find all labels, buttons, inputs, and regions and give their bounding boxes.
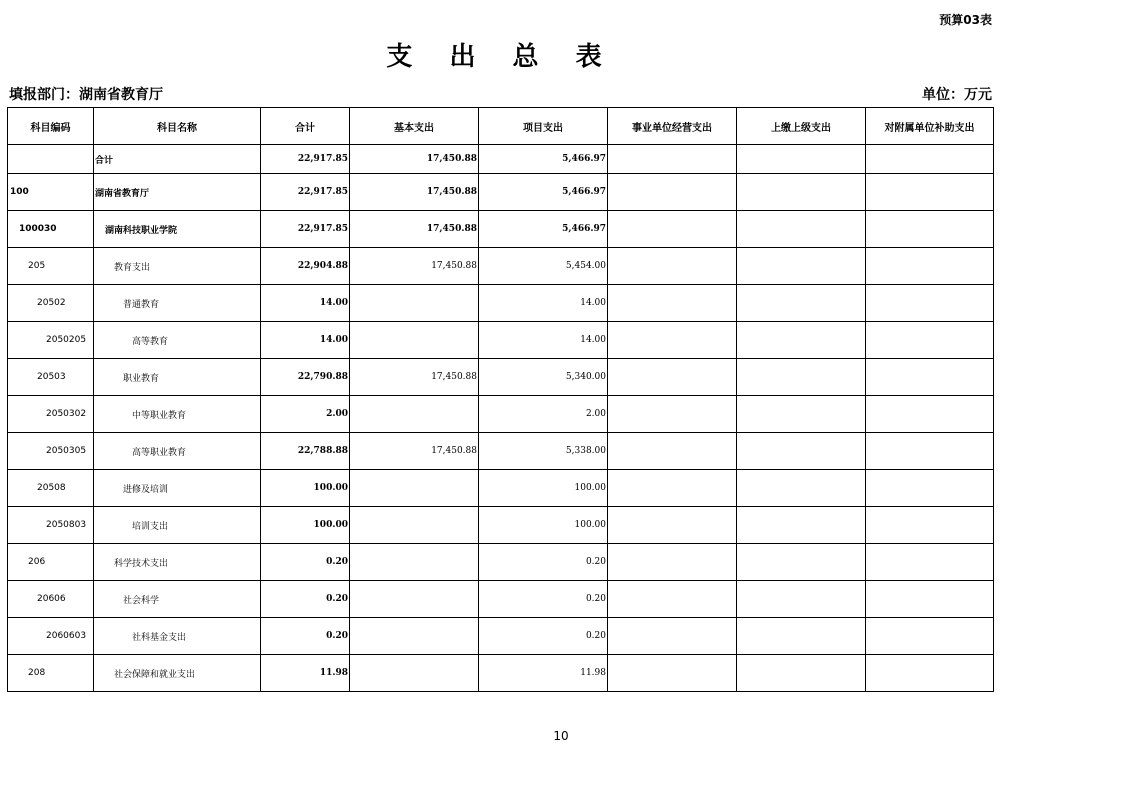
cell-project: 11.98 — [479, 655, 608, 692]
cell-basic: 17,450.88 — [350, 211, 479, 248]
cell-total: 0.20 — [261, 618, 350, 655]
cell-code: 20503 — [8, 359, 94, 396]
table-row — [8, 655, 994, 692]
table-row — [8, 211, 994, 248]
cell-code: 100 — [8, 174, 94, 211]
cell-name: 进修及培训 — [94, 470, 261, 507]
form-number: 预算03表 — [939, 13, 992, 27]
cell-total: 11.98 — [261, 655, 350, 692]
cell-total: 100.00 — [261, 470, 350, 507]
cell-upper — [737, 470, 866, 507]
table-row — [8, 285, 994, 322]
table-row — [8, 396, 994, 433]
cell-total: 22,904.88 — [261, 248, 350, 285]
cell-code: 2050305 — [8, 433, 94, 470]
cell-upper — [737, 655, 866, 692]
cell-code: 2050803 — [8, 507, 94, 544]
cell-basic: 17,450.88 — [350, 359, 479, 396]
table-row — [8, 581, 994, 618]
cell-upper — [737, 211, 866, 248]
cell-project: 100.00 — [479, 470, 608, 507]
cell-project: 5,454.00 — [479, 248, 608, 285]
cell-business — [608, 396, 737, 433]
cell-subsidy — [866, 544, 994, 581]
cell-project: 100.00 — [479, 507, 608, 544]
cell-business — [608, 544, 737, 581]
header-total: 合计 — [261, 108, 350, 145]
cell-total: 0.20 — [261, 581, 350, 618]
cell-basic: 17,450.88 — [350, 145, 479, 174]
cell-subsidy — [866, 618, 994, 655]
cell-code — [8, 145, 94, 174]
cell-project: 14.00 — [479, 322, 608, 359]
cell-total: 22,790.88 — [261, 359, 350, 396]
cell-subsidy — [866, 433, 994, 470]
cell-name: 科学技术支出 — [94, 544, 261, 581]
reporting-department: 填报部门：湖南省教育厅 — [9, 87, 163, 103]
cell-business — [608, 322, 737, 359]
header-name: 科目名称 — [94, 108, 261, 145]
cell-basic — [350, 470, 479, 507]
page-number: 10 — [553, 729, 569, 743]
cell-name: 社科基金支出 — [94, 618, 261, 655]
table-header-row — [8, 108, 994, 145]
cell-project: 5,466.97 — [479, 145, 608, 174]
cell-code: 20502 — [8, 285, 94, 322]
cell-business — [608, 145, 737, 174]
cell-name: 社会科学 — [94, 581, 261, 618]
cell-name: 职业教育 — [94, 359, 261, 396]
cell-subsidy — [866, 507, 994, 544]
cell-basic — [350, 322, 479, 359]
cell-name: 培训支出 — [94, 507, 261, 544]
table-row — [8, 145, 994, 174]
cell-code: 206 — [8, 544, 94, 581]
cell-business — [608, 581, 737, 618]
cell-name: 普通教育 — [94, 285, 261, 322]
header-project: 项目支出 — [479, 108, 608, 145]
cell-business — [608, 359, 737, 396]
table-row — [8, 618, 994, 655]
cell-project: 0.20 — [479, 581, 608, 618]
cell-subsidy — [866, 285, 994, 322]
cell-business — [608, 618, 737, 655]
cell-basic — [350, 618, 479, 655]
cell-project: 0.20 — [479, 618, 608, 655]
cell-upper — [737, 507, 866, 544]
cell-upper — [737, 145, 866, 174]
cell-name: 教育支出 — [94, 248, 261, 285]
cell-project: 5,466.97 — [479, 211, 608, 248]
cell-business — [608, 285, 737, 322]
cell-upper — [737, 248, 866, 285]
cell-code: 20606 — [8, 581, 94, 618]
cell-total: 0.20 — [261, 544, 350, 581]
cell-basic: 17,450.88 — [350, 433, 479, 470]
cell-code: 2050205 — [8, 322, 94, 359]
cell-project: 5,340.00 — [479, 359, 608, 396]
cell-project: 0.20 — [479, 544, 608, 581]
cell-upper — [737, 174, 866, 211]
table-row — [8, 470, 994, 507]
cell-business — [608, 248, 737, 285]
cell-basic — [350, 285, 479, 322]
cell-upper — [737, 544, 866, 581]
cell-subsidy — [866, 359, 994, 396]
cell-name: 湖南省教育厅 — [94, 174, 261, 211]
table-row — [8, 248, 994, 285]
cell-code: 205 — [8, 248, 94, 285]
cell-total: 22,917.85 — [261, 145, 350, 174]
cell-name: 合计 — [94, 145, 261, 174]
cell-upper — [737, 285, 866, 322]
cell-name: 社会保障和就业支出 — [94, 655, 261, 692]
cell-name: 高等职业教育 — [94, 433, 261, 470]
cell-basic — [350, 507, 479, 544]
cell-code: 2060603 — [8, 618, 94, 655]
currency-unit: 单位：万元 — [922, 87, 992, 103]
cell-project: 5,466.97 — [479, 174, 608, 211]
cell-name: 高等教育 — [94, 322, 261, 359]
cell-business — [608, 211, 737, 248]
cell-code: 208 — [8, 655, 94, 692]
cell-basic — [350, 396, 479, 433]
cell-upper — [737, 581, 866, 618]
cell-subsidy — [866, 145, 994, 174]
header-business: 事业单位经营支出 — [608, 108, 737, 145]
cell-project: 14.00 — [479, 285, 608, 322]
cell-total: 14.00 — [261, 322, 350, 359]
cell-subsidy — [866, 655, 994, 692]
cell-subsidy — [866, 581, 994, 618]
cell-business — [608, 433, 737, 470]
cell-upper — [737, 618, 866, 655]
page-title: 支 出 总 表 — [386, 42, 616, 72]
expenditure-table — [7, 107, 994, 692]
cell-basic: 17,450.88 — [350, 248, 479, 285]
table-row — [8, 433, 994, 470]
cell-name: 湖南科技职业学院 — [94, 211, 261, 248]
header-subsidy: 对附属单位补助支出 — [866, 108, 994, 145]
cell-total: 22,917.85 — [261, 174, 350, 211]
table-row — [8, 544, 994, 581]
cell-basic: 17,450.88 — [350, 174, 479, 211]
cell-total: 100.00 — [261, 507, 350, 544]
cell-upper — [737, 322, 866, 359]
table-row — [8, 174, 994, 211]
cell-subsidy — [866, 174, 994, 211]
cell-total: 22,917.85 — [261, 211, 350, 248]
table-row — [8, 507, 994, 544]
cell-name: 中等职业教育 — [94, 396, 261, 433]
cell-basic — [350, 544, 479, 581]
cell-subsidy — [866, 322, 994, 359]
cell-subsidy — [866, 470, 994, 507]
cell-business — [608, 655, 737, 692]
cell-basic — [350, 655, 479, 692]
cell-total: 2.00 — [261, 396, 350, 433]
header-upper: 上缴上级支出 — [737, 108, 866, 145]
cell-code: 2050302 — [8, 396, 94, 433]
cell-code: 100030 — [8, 211, 94, 248]
cell-business — [608, 174, 737, 211]
cell-upper — [737, 396, 866, 433]
cell-business — [608, 507, 737, 544]
cell-subsidy — [866, 211, 994, 248]
cell-upper — [737, 359, 866, 396]
cell-total: 22,788.88 — [261, 433, 350, 470]
cell-project: 5,338.00 — [479, 433, 608, 470]
cell-upper — [737, 433, 866, 470]
header-code: 科目编码 — [8, 108, 94, 145]
cell-code: 20508 — [8, 470, 94, 507]
cell-total: 14.00 — [261, 285, 350, 322]
cell-business — [608, 470, 737, 507]
header-basic: 基本支出 — [350, 108, 479, 145]
cell-project: 2.00 — [479, 396, 608, 433]
cell-subsidy — [866, 248, 994, 285]
table-row — [8, 359, 994, 396]
cell-subsidy — [866, 396, 994, 433]
table-row — [8, 322, 994, 359]
cell-basic — [350, 581, 479, 618]
